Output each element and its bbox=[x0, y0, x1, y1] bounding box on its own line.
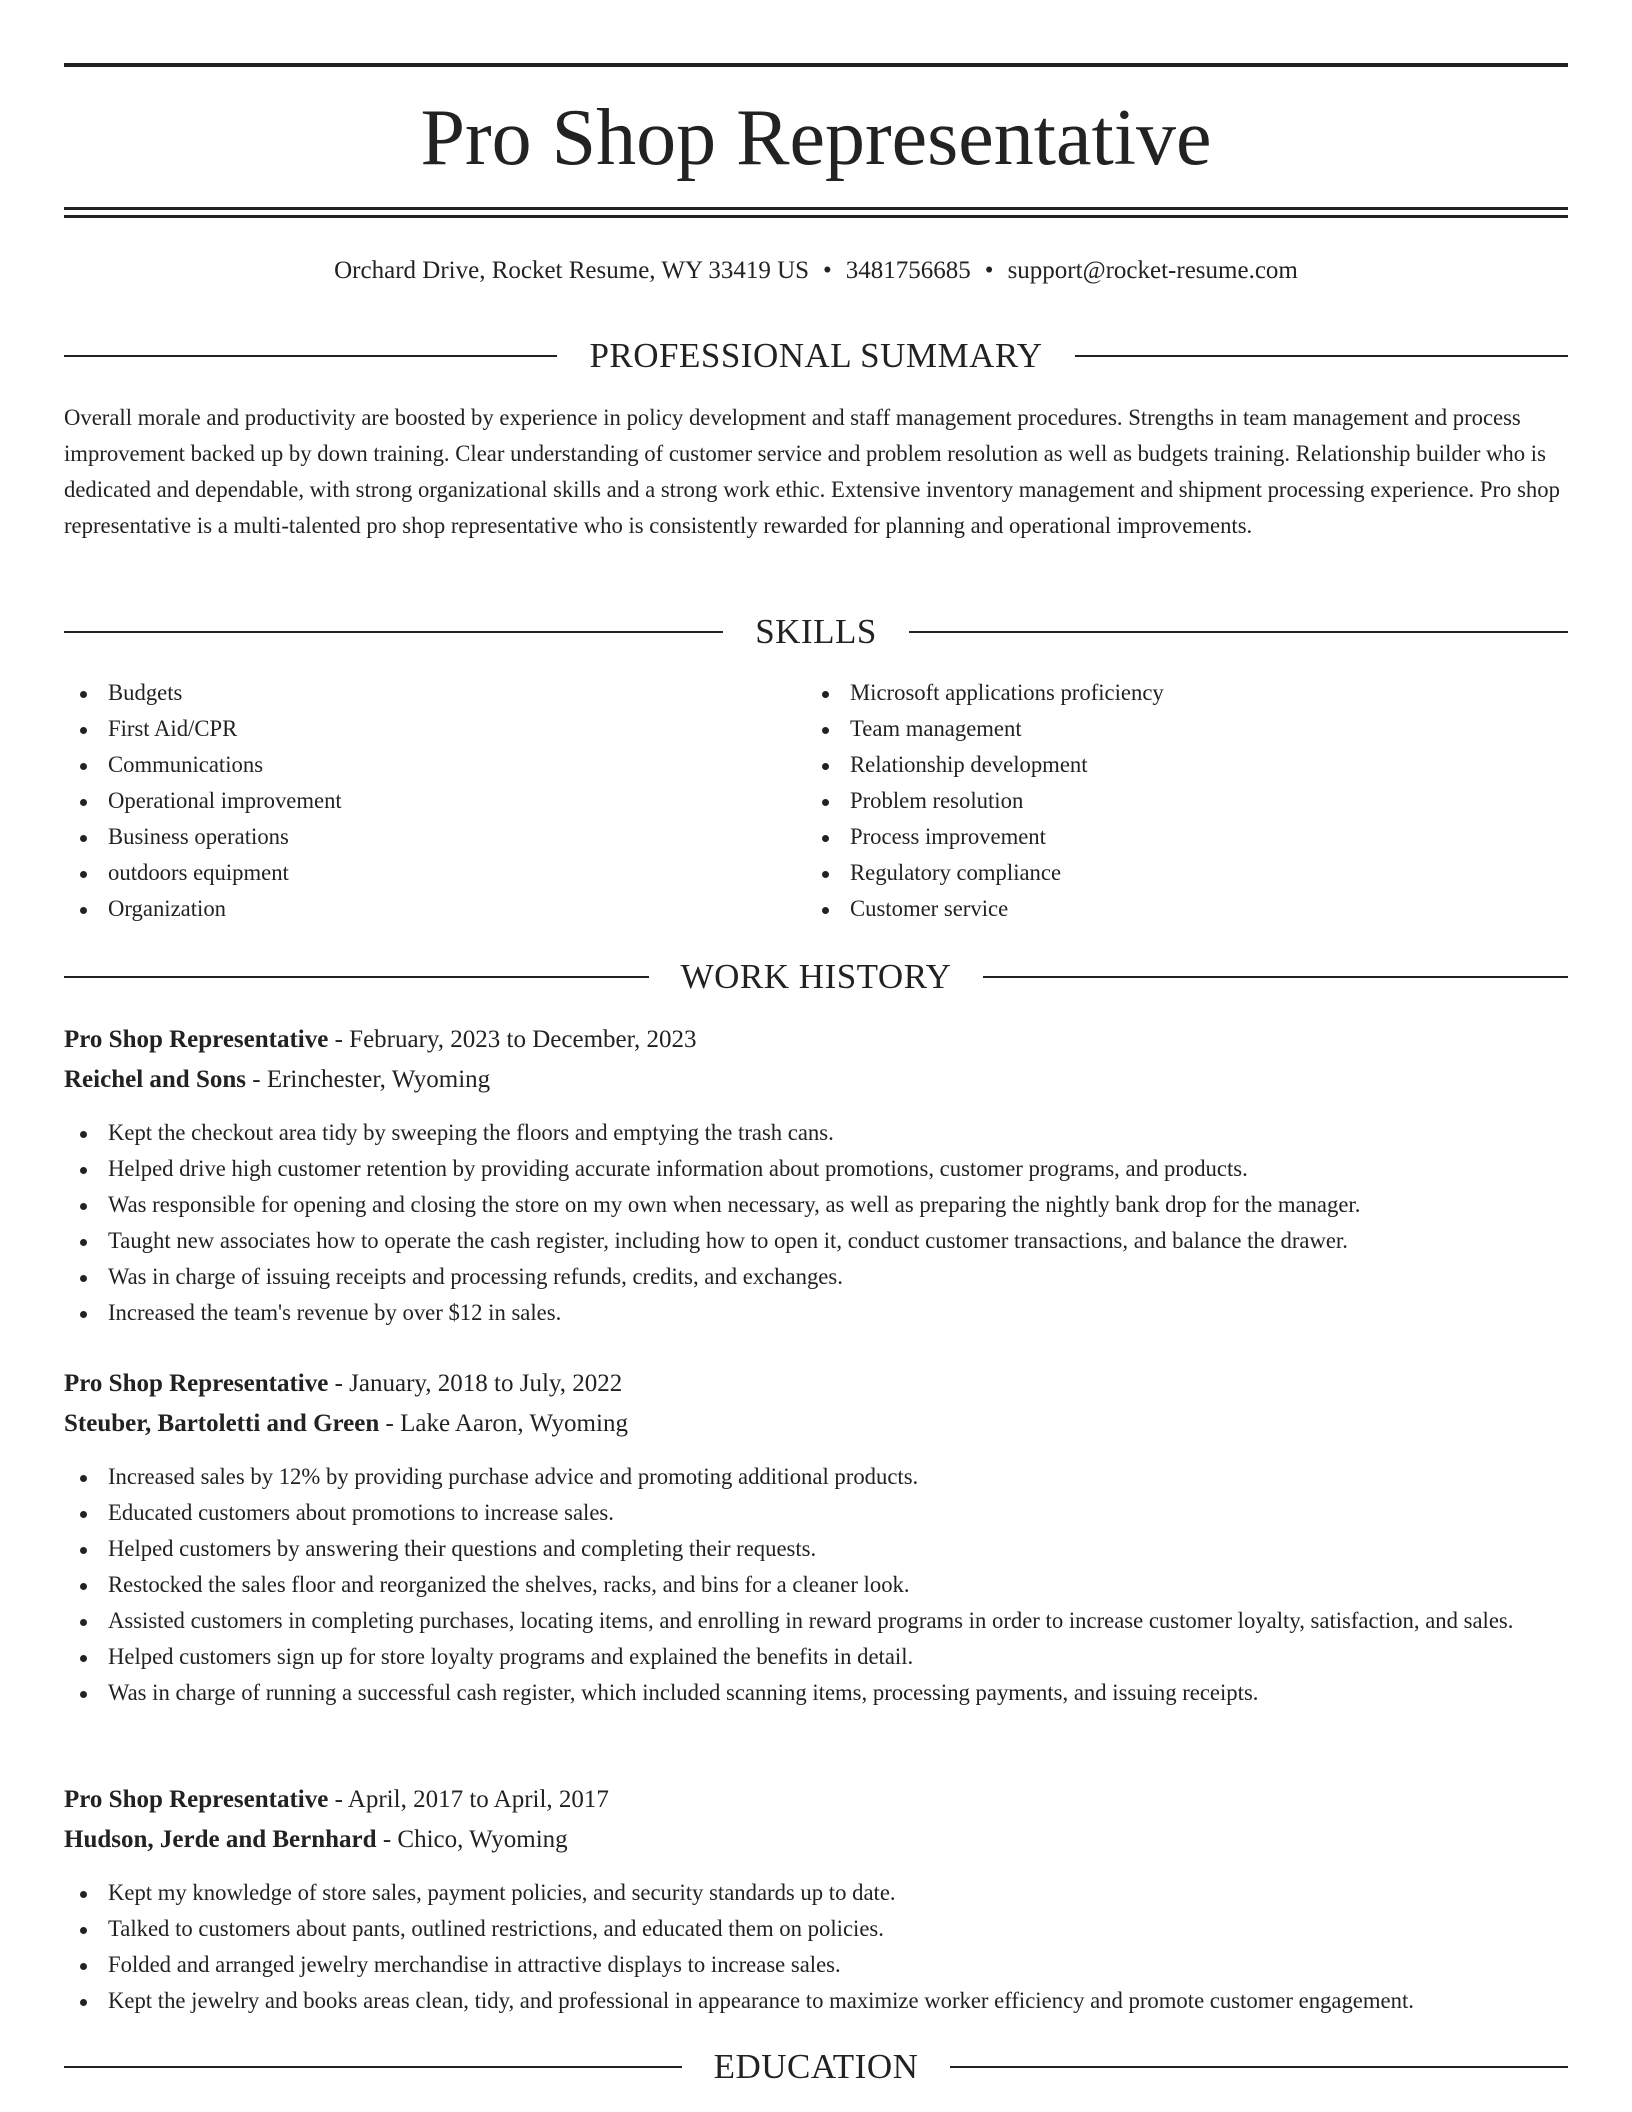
job-title-line bbox=[64, 1022, 1568, 1058]
skill-item: Regulatory compliance bbox=[806, 855, 1566, 891]
skills-heading-label: SKILLS bbox=[755, 612, 877, 651]
skills-list-right bbox=[806, 675, 1566, 927]
summary-text: Overall morale and productivity are boosted by experience in policy development and staff management procedures. Strengths in team management and process improvement backed up by down training. Clear understanding of customer service and problem resolution as well as budgets training. Relationship builder who is dedicated and dependable, with strong organizational skills and a strong work ethic. Extensive inventory management and shipment processing experience. Pro shop representative is a multi-talented pro shop representative who is consistently rewarded for planning and operational improvements. bbox=[64, 405, 1560, 538]
heading-rule bbox=[950, 2066, 1568, 2068]
skills-list-left bbox=[64, 675, 804, 927]
heading-rule bbox=[64, 2066, 682, 2068]
job-bullet: Kept my knowledge of store sales, payment policies, and security standards up to date. bbox=[64, 1875, 1568, 1911]
heading-rule bbox=[1075, 355, 1568, 357]
job-bullet: Was responsible for opening and closing the store on my own when necessary, as well as preparing the nightly bank drop for the manager. bbox=[64, 1187, 1568, 1223]
job-bullet: Assisted customers in completing purchases, locating items, and enrolling in reward programs in order to increase customer loyalty, satisfaction, and sales. bbox=[64, 1603, 1568, 1639]
contact-line bbox=[64, 253, 1568, 289]
heading-rule bbox=[64, 976, 649, 978]
job-title: Pro Shop Representative bbox=[64, 1026, 329, 1053]
education-heading bbox=[64, 2045, 1568, 2089]
heading-rule bbox=[64, 631, 723, 633]
heading-rule bbox=[64, 355, 557, 357]
contact-email: support@rocket-resume.com bbox=[1007, 257, 1298, 284]
summary-heading-label: PROFESSIONAL SUMMARY bbox=[589, 336, 1043, 375]
heading-rule bbox=[909, 631, 1568, 633]
job-bullets bbox=[64, 1875, 1568, 2019]
job-bullet: Restocked the sales floor and reorganized the shelves, racks, and bins for a cleaner look. bbox=[64, 1567, 1568, 1603]
job-bullet: Kept the jewelry and books areas clean, tidy, and professional in appearance to maximize worker efficiency and promote customer engagement. bbox=[64, 1983, 1568, 2019]
header-rule-lower bbox=[64, 215, 1568, 218]
skill-item: Customer service bbox=[806, 891, 1566, 927]
job-bullet: Folded and arranged jewelry merchandise in attractive displays to increase sales. bbox=[64, 1947, 1568, 1983]
job-dates: April, 2017 to April, 2017 bbox=[347, 1786, 609, 1813]
job-dash: - bbox=[328, 1370, 350, 1397]
job-title: Pro Shop Representative bbox=[64, 1786, 329, 1813]
job-employer: Reichel and Sons bbox=[64, 1066, 246, 1093]
skill-item: First Aid/CPR bbox=[64, 711, 804, 747]
skill-item: outdoors equipment bbox=[64, 855, 804, 891]
job-bullet: Talked to customers about pants, outlined restrictions, and educated them on policies. bbox=[64, 1911, 1568, 1947]
job-dates: January, 2018 to July, 2022 bbox=[349, 1370, 623, 1397]
job-bullet: Helped customers sign up for store loyalty programs and explained the benefits in detail. bbox=[64, 1639, 1568, 1675]
job-bullet: Increased sales by 12% by providing purchase advice and promoting additional products. bbox=[64, 1459, 1568, 1495]
skill-item: Organization bbox=[64, 891, 804, 927]
job-bullet: Was in charge of running a successful cash register, which included scanning items, processing payments, and issuing receipts. bbox=[64, 1675, 1568, 1711]
job-dash: - bbox=[376, 1826, 398, 1853]
skill-item: Microsoft applications proficiency bbox=[806, 675, 1566, 711]
education-heading-label: EDUCATION bbox=[713, 2047, 919, 2086]
job-bullet: Educated customers about promotions to increase sales. bbox=[64, 1495, 1568, 1531]
job-bullet: Helped drive high customer retention by providing accurate information about promotions, customer programs, and products. bbox=[64, 1151, 1568, 1187]
skill-item: Process improvement bbox=[806, 819, 1566, 855]
skill-item: Operational improvement bbox=[64, 783, 804, 819]
skill-item: Problem resolution bbox=[806, 783, 1566, 819]
job-bullet: Helped customers by answering their questions and completing their requests. bbox=[64, 1531, 1568, 1567]
job-title-line bbox=[64, 1782, 1568, 1818]
contact-separator: • bbox=[984, 257, 994, 284]
job-bullet: Increased the team's revenue by over $12 in sales. bbox=[64, 1295, 1568, 1331]
job-title: Pro Shop Representative bbox=[64, 1370, 329, 1397]
job-employer: Steuber, Bartoletti and Green bbox=[64, 1410, 380, 1437]
header-rule-upper bbox=[64, 207, 1568, 210]
job-location: Chico, Wyoming bbox=[397, 1826, 568, 1853]
job-bullets bbox=[64, 1459, 1568, 1711]
skill-item: Business operations bbox=[64, 819, 804, 855]
resume-title: Pro Shop Representative bbox=[420, 94, 1212, 182]
heading-rule bbox=[983, 976, 1568, 978]
work-history-heading bbox=[64, 955, 1568, 999]
summary-heading bbox=[64, 334, 1568, 378]
job-employer-line bbox=[64, 1822, 1568, 1858]
job-dates: February, 2023 to December, 2023 bbox=[349, 1026, 697, 1053]
job-bullet: Taught new associates how to operate the cash register, including how to open it, conduct customer transactions, and balance the drawer. bbox=[64, 1223, 1568, 1259]
job-bullet: Was in charge of issuing receipts and processing refunds, credits, and exchanges. bbox=[64, 1259, 1568, 1295]
skill-item: Budgets bbox=[64, 675, 804, 711]
job-title-line bbox=[64, 1366, 1568, 1402]
job-employer-line bbox=[64, 1062, 1568, 1098]
contact-address: Orchard Drive, Rocket Resume, WY 33419 US bbox=[334, 257, 810, 284]
contact-separator: • bbox=[823, 257, 832, 284]
job-employer-line bbox=[64, 1406, 1568, 1442]
work-history-heading-label: WORK HISTORY bbox=[680, 957, 952, 996]
job-dash: - bbox=[328, 1786, 348, 1813]
job-bullet: Kept the checkout area tidy by sweeping the floors and emptying the trash cans. bbox=[64, 1115, 1568, 1151]
skill-item: Team management bbox=[806, 711, 1566, 747]
skill-item: Relationship development bbox=[806, 747, 1566, 783]
job-bullets bbox=[64, 1115, 1568, 1331]
skills-heading bbox=[64, 610, 1568, 654]
job-dash: - bbox=[379, 1410, 401, 1437]
job-location: Erinchester, Wyoming bbox=[266, 1066, 491, 1093]
job-location: Lake Aaron, Wyoming bbox=[400, 1410, 628, 1437]
job-dash: - bbox=[328, 1026, 350, 1053]
contact-phone: 3481756685 bbox=[845, 257, 971, 284]
skill-item: Communications bbox=[64, 747, 804, 783]
job-employer: Hudson, Jerde and Bernhard bbox=[64, 1826, 377, 1853]
job-dash: - bbox=[245, 1066, 267, 1093]
header-top-rule bbox=[64, 63, 1568, 67]
